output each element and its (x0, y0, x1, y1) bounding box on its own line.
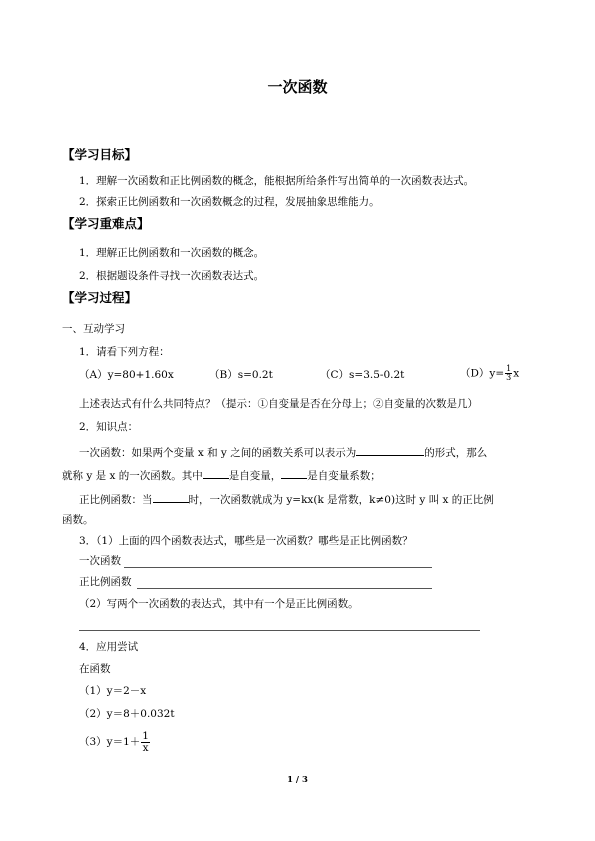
question-2: 2．知识点： (79, 421, 139, 433)
fraction-denominator: x (142, 741, 149, 754)
page-title: 一次函数 (267, 78, 328, 96)
prop-def-text-a: 正比例函数：当 (79, 494, 153, 506)
equation-d-prefix: （D）y= (460, 367, 505, 380)
page-number: 1 / 3 (287, 775, 308, 785)
function-2: （2）y＝8＋0.032t (79, 708, 175, 720)
equation-d (460, 365, 519, 382)
keypoint-item-2: 2．根据题设条件寻找一次函数表达式。 (79, 270, 265, 282)
linear-def-text-d: 是自变量， (228, 470, 282, 482)
linear-definition-line-2 (62, 468, 381, 482)
keypoints-heading: 【学习重难点】 (62, 216, 150, 231)
equation-d-suffix: x (513, 367, 520, 380)
function-3 (79, 731, 151, 753)
linear-def-text-a: 一次函数：如果两个变量 x 和 y 之间的函数关系可以表示为 (79, 447, 357, 459)
question-3: 3．（1）上面的四个函数表达式，哪些是一次函数？哪些是正比例函数？ (79, 535, 413, 547)
function-1: （1）y＝2－x (79, 685, 147, 697)
prop-def-text-b: 时，一次函数就成为 y=kx(k 是常数，k≠0)这时 y 叫 x 的正比例 (188, 494, 494, 506)
goal-item-2: 2．探索正比例函数和一次函数概念的过程，发展抽象思维能力。 (79, 196, 380, 208)
goal-item-1: 1．理解一次函数和正比例函数的概念，能根据所给条件写出简单的一次函数表达式。 (79, 175, 475, 187)
linear-def-text-b: 的形式，那么 (424, 447, 488, 459)
part-1-heading: 一、互动学习 (62, 323, 125, 335)
goals-heading: 【学习目标】 (62, 147, 138, 162)
fraction-one-over-x (141, 731, 150, 753)
equation-b: （B）s=0.2t (209, 369, 273, 381)
question-3-part-2-answer-line[interactable] (79, 630, 480, 631)
fraction-numerator: 1 (142, 730, 149, 742)
blank-independent-variable[interactable] (203, 468, 229, 479)
blank-linear-form[interactable] (356, 445, 424, 456)
fraction-numerator: 1 (506, 364, 512, 373)
question-4: 4．应用尝试 (79, 641, 139, 653)
linear-definition-line-1 (79, 445, 487, 459)
question-common-features: 上述表达式有什么共同特点？（提示：①自变量是否在分母上；②自变量的次数是几） (79, 398, 478, 410)
linear-answer-label: 一次函数 (79, 555, 121, 567)
question-1: 1．请看下列方程： (79, 346, 170, 358)
process-heading: 【学习过程】 (62, 290, 138, 305)
fraction-denominator: 3 (506, 373, 512, 382)
keypoint-item-1: 1．理解正比例函数和一次函数的概念。 (79, 247, 265, 259)
proportional-definition-line-2: 函数。 (62, 514, 94, 526)
linear-def-text-e: 是自变量系数； (307, 470, 381, 482)
in-function-text: 在函数 (79, 663, 111, 675)
blank-condition[interactable] (153, 492, 189, 503)
linear-def-text-c: 就称 y 是 x 的一次函数。其中 (62, 470, 203, 482)
blank-coefficient[interactable] (281, 468, 307, 479)
function-3-prefix: （3）y＝1＋ (79, 736, 141, 748)
question-3-part-2: （2）写两个一次函数的表达式，其中有一个是正比例函数。 (79, 598, 359, 610)
fraction-one-third (505, 365, 512, 382)
linear-answer-line[interactable] (124, 567, 432, 568)
proportional-answer-label: 正比例函数 (79, 576, 132, 588)
proportional-definition-line-1 (79, 492, 494, 506)
equation-c: （C）s=3.5-0.2t (320, 369, 405, 381)
equation-a: （A）y=80+1.60x (79, 369, 174, 381)
proportional-answer-line[interactable] (137, 588, 432, 589)
